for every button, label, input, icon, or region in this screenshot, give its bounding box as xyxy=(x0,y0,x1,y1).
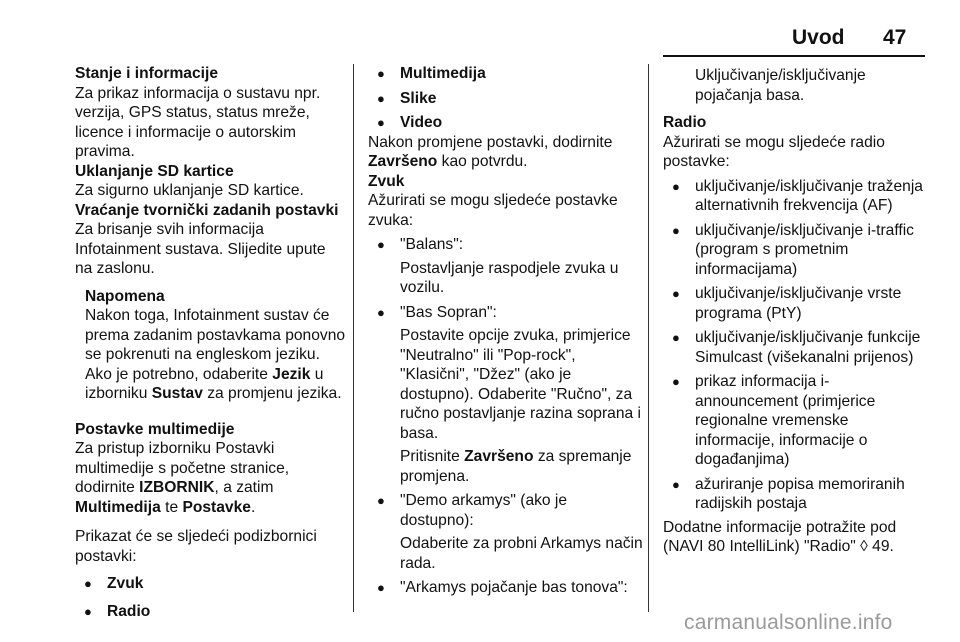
section-title-multimedia: Postavke multimedije xyxy=(75,420,235,438)
section-text-factory-reset: Za brisanje svih informacija Infotainment sustava. Slijedite upute na zaslonu. xyxy=(75,221,326,277)
list-item: ● Radio xyxy=(75,602,347,622)
column-2 xyxy=(368,64,644,598)
list-item: ● uključivanje/isključivanje i-traffic (program s prometnim informacijama) xyxy=(663,221,931,280)
list-item: ● Multimedija xyxy=(368,64,644,84)
note-title: Napomena xyxy=(85,287,165,305)
section-text-radio: Ažurirati se mogu sljedeće radio postavke: xyxy=(663,133,885,170)
section-text-sound: Ažurirati se mogu sljedeće postavke zvuka: xyxy=(368,192,618,229)
list-item: ● uključivanje/isključivanje funkcije Simulcast (višekanalni prijenos) xyxy=(663,328,931,367)
submenu-list-continued xyxy=(368,64,644,133)
watermark: carmanualsonline.info xyxy=(684,611,893,634)
bass-boost-text: Uključivanje/isključivanje pojačanja basa. xyxy=(695,67,866,104)
list-item: ● "Arkamys pojačanje bas tonova": xyxy=(368,578,644,598)
section-text-sd-card: Za sigurno uklanjanje SD kartice. xyxy=(75,182,304,199)
chapter-title: Uvod xyxy=(792,26,845,49)
list-item: ● prikaz informacija i-announcement (primjerice regionalne vremenske informacije, informacije o događanjima) xyxy=(663,372,931,470)
list-item: ● Zvuk xyxy=(75,574,347,594)
list-item: ● uključivanje/isključivanje traženja alternativnih frekvencija (AF) xyxy=(663,177,931,216)
list-item: ● "Balans": Postavljanje raspodjele zvuka u vozilu. xyxy=(368,235,644,298)
list-item: ● "Bas Sopran": Postavite opcije zvuka, primjerice "Neutralno" ili "Pop-rock", "Klasični", "Džez" (ako je dostupno). Odaberite "Ručno", za ručno postavljanje razina soprana i basa. Pritisnite Završeno za spremanje promjena. xyxy=(368,303,644,487)
sound-settings-list xyxy=(368,235,644,598)
page-number: 47 xyxy=(883,26,907,49)
column-divider-2 xyxy=(648,64,649,612)
column-3 xyxy=(663,64,931,557)
note-box xyxy=(85,287,347,404)
note-text: Nakon toga, Infotainment sustav će prema zadanim postavkama ponovno se pokrenuti na engleskom jeziku. Ako je potrebno, odaberite Jezik u izborniku Sustav za promjenu jezika. xyxy=(85,307,346,402)
list-item: ● Slike xyxy=(368,89,644,109)
column-1 xyxy=(75,64,347,621)
list-item: ● Video xyxy=(368,113,644,133)
section-title-sd-card: Uklanjanje SD kartice xyxy=(75,162,234,180)
radio-settings-list xyxy=(663,177,931,514)
section-title-radio: Radio xyxy=(663,114,707,131)
section-title-sound: Zvuk xyxy=(368,172,405,190)
list-item: ● "Demo arkamys" (ako je dostupno): Odaberite za probni Arkamys način rada. xyxy=(368,491,644,573)
more-info-text: Dodatne informacije potražite pod (NAVI 80 IntelliLink) "Radio" ◊ 49. xyxy=(663,518,897,555)
submenu-intro: Prikazat će se sljedeći podizbornici postavki: xyxy=(75,528,317,565)
list-item: ● uključivanje/isključivanje vrste programa (PtY) xyxy=(663,284,931,323)
section-title-status: Stanje i informacije xyxy=(75,65,218,82)
header-rule xyxy=(663,55,925,57)
confirm-text: Nakon promjene postavki, dodirnite Završeno kao potvrdu. xyxy=(368,133,613,170)
section-title-factory-reset: Vraćanje tvornički zadanih postavki xyxy=(75,201,339,219)
column-divider-1 xyxy=(353,64,354,612)
submenu-list xyxy=(75,574,347,621)
section-text-multimedia: Za pristup izborniku Postavki multimedije s početne stranice, dodirnite IZBORNIK, a zatim Multimedija te Postavke. xyxy=(75,440,290,516)
section-text-status: Za prikaz informacija o sustavu npr. verzija, GPS status, status mreže, licence i informacije o autorskim pravima. xyxy=(75,84,321,160)
list-item: ● ažuriranje popisa memoriranih radijskih postaja xyxy=(663,475,931,514)
